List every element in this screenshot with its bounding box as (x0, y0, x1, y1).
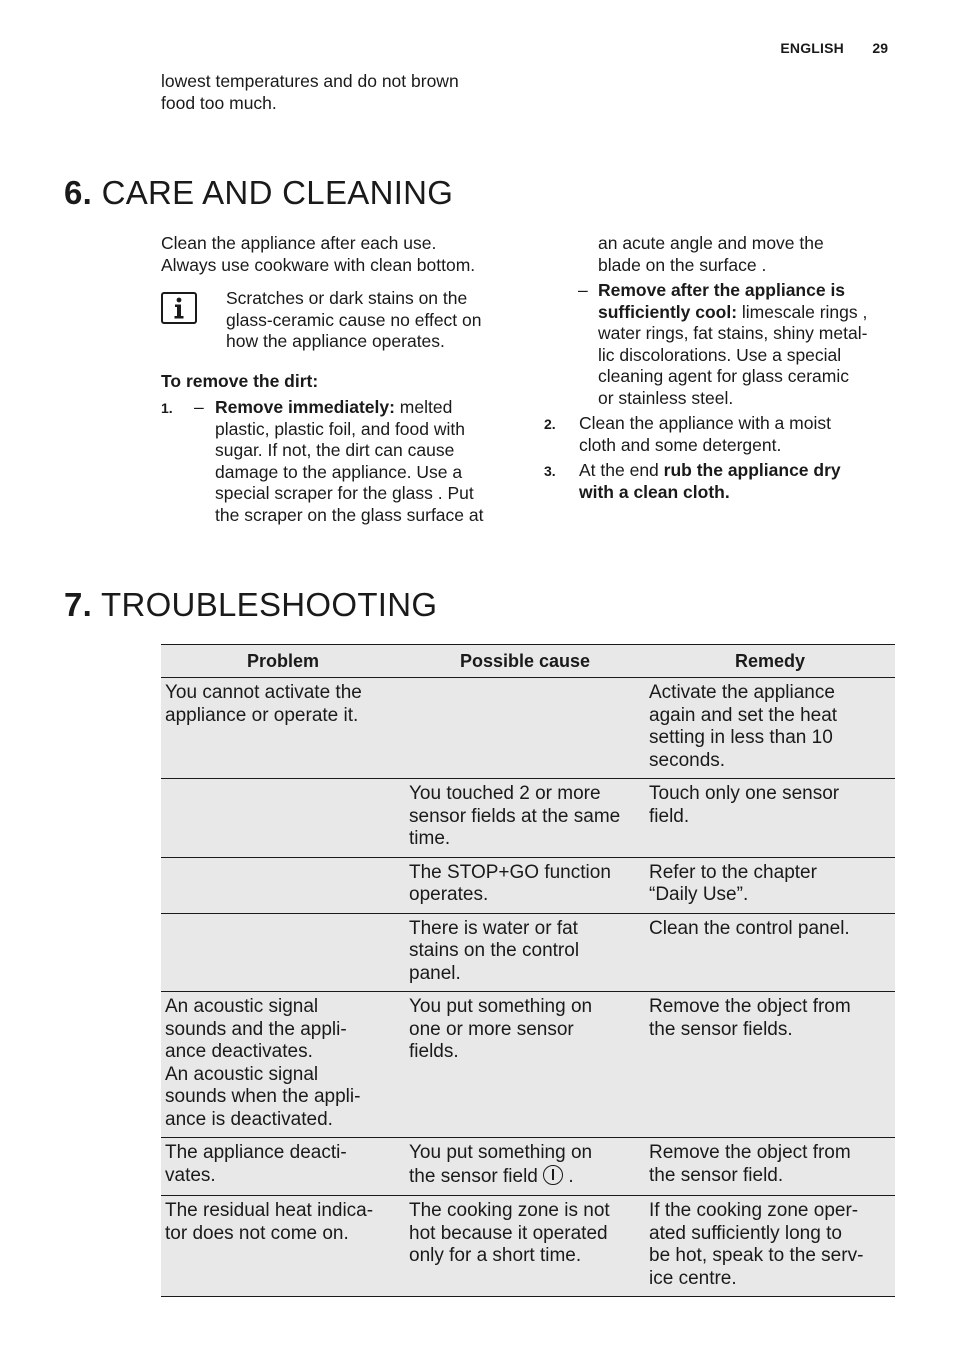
cell-text: If the cooking zone oper- (649, 1200, 859, 1221)
cell-text: ance is deactivated. (165, 1108, 333, 1130)
cell-text: sounds and the appli- (165, 1018, 347, 1040)
cell-text: Remove the object from (649, 1142, 851, 1163)
step-1-line: sugar. If not, the dirt can cause (215, 440, 455, 460)
intro-line: food too much. (161, 92, 277, 113)
cell-line (165, 1019, 401, 1042)
cell-text: operates. (409, 884, 489, 905)
step-2-line: cloth and some detergent. (579, 434, 782, 455)
step-1-bold: Remove immediately: (215, 397, 395, 417)
table-body (161, 678, 895, 1297)
cell-text: You touched 2 or more (409, 783, 601, 804)
cell-text: The cooking zone is not (409, 1200, 610, 1221)
cell-line (409, 1041, 641, 1064)
care-intro-line: Clean the appliance after each use. (161, 233, 437, 253)
cell-line (165, 705, 401, 728)
table-row (161, 913, 895, 992)
cell-line (409, 862, 641, 885)
table-row (161, 857, 895, 913)
info-note-line: Scratches or dark stains on the (226, 288, 468, 308)
step-1-line: the scraper on the glass surface at (215, 504, 484, 525)
cell-line (409, 1142, 641, 1165)
table-row (161, 779, 895, 858)
cell-line (649, 1223, 891, 1246)
cell-text: The residual heat indica- (165, 1200, 374, 1221)
column-header-remedy: Remedy (645, 645, 895, 678)
cell-text: An acoustic signal (165, 996, 319, 1017)
cell-line (649, 884, 891, 907)
cell-cause (405, 992, 645, 1138)
cell-remedy (645, 678, 895, 779)
cell-line (165, 1041, 401, 1064)
cell-line (649, 1142, 891, 1165)
cell-remedy (645, 1138, 895, 1196)
step-1b-dash: – (578, 280, 588, 300)
column-header-cause: Possible cause (405, 645, 645, 678)
cell-text: hot because it operated (409, 1222, 608, 1244)
troubleshooting-heading (64, 586, 437, 624)
cell-line (649, 1019, 891, 1042)
cell-problem (161, 779, 405, 858)
step-3-text (579, 460, 841, 503)
cell-line (409, 1200, 641, 1223)
step-1b-line: lic discolorations. Use a special (598, 344, 842, 365)
troubleshooting-table (161, 644, 895, 1297)
cell-text: fields. (409, 1041, 459, 1062)
step-1-number: 1. (161, 400, 173, 416)
cell-line (165, 1200, 401, 1223)
cell-line (649, 783, 891, 806)
cell-remedy (645, 779, 895, 858)
cell-text: Touch only one sensor (649, 783, 840, 804)
cell-problem (161, 678, 405, 779)
cell-line (649, 705, 891, 728)
cell-remedy (645, 857, 895, 913)
step-1b-line: limescale rings , (737, 301, 868, 322)
cell-text: only for a short time. (409, 1245, 582, 1266)
cell-line (409, 806, 641, 829)
cell-text: the sensor field (409, 1165, 538, 1187)
cell-line (165, 1086, 401, 1109)
step-1-line: an acute angle and move the (598, 233, 824, 253)
care-intro-line: Always use cookware with clean bottom. (161, 254, 476, 275)
cell-line (165, 1165, 401, 1188)
step-2-number: 2. (544, 416, 556, 432)
header-language: ENGLISH (780, 40, 844, 56)
cell-cause (405, 678, 645, 779)
cell-text: Activate the appliance (649, 682, 835, 703)
cell-text: . (563, 1165, 574, 1187)
cell-line (409, 1245, 641, 1268)
cell-cause (405, 1138, 645, 1196)
cell-text: setting in less than 10 (649, 727, 833, 748)
cell-text: be hot, speak to the serv- (649, 1245, 864, 1266)
cell-line (165, 1142, 401, 1165)
cell-text: Clean the control panel. (649, 917, 850, 939)
step-1b-bold: sufficiently cool: (598, 301, 738, 322)
cell-text: There is water or fat (409, 917, 578, 939)
cell-cause (405, 1196, 645, 1297)
cell-line (409, 1165, 641, 1189)
cell-problem (161, 1196, 405, 1297)
care-heading (64, 174, 453, 212)
table-row (161, 992, 895, 1138)
info-note (226, 288, 482, 353)
cell-text: An acoustic signal (165, 1063, 319, 1085)
step-1b-text (598, 280, 867, 409)
cell-cause (405, 913, 645, 992)
step-1b-line: water rings, fat stains, shiny metal- (598, 323, 868, 343)
step-1-text (215, 397, 483, 526)
table-row (161, 1196, 895, 1297)
cell-line (165, 1109, 401, 1132)
cell-remedy (645, 992, 895, 1138)
step-3-bold: rub the appliance dry (663, 460, 841, 480)
cell-line (165, 996, 401, 1019)
cell-line (165, 682, 401, 705)
cell-text: “Daily Use”. (649, 884, 749, 905)
intro-text (161, 71, 459, 114)
info-icon (161, 292, 197, 324)
cell-text: again and set the heat (649, 704, 838, 726)
cell-text: You put something on (409, 996, 593, 1017)
cell-text: Refer to the chapter (649, 861, 817, 883)
cell-line (409, 828, 641, 851)
care-intro-paragraph (161, 233, 475, 276)
cell-text: the sensor field. (649, 1164, 784, 1186)
cell-text: Remove the object from (649, 996, 851, 1017)
cell-text: one or more sensor (409, 1018, 574, 1040)
cell-line (649, 1268, 891, 1291)
table-row (161, 678, 895, 779)
cell-problem (161, 913, 405, 992)
step-1b-line: or stainless steel. (598, 387, 734, 408)
info-note-line: glass-ceramic cause no effect on (226, 309, 482, 330)
step-3-bold: with a clean cloth. (579, 481, 730, 502)
cell-line (409, 783, 641, 806)
cell-text: appliance or operate it. (165, 704, 359, 726)
cell-line (649, 750, 891, 773)
step-3-number: 3. (544, 463, 556, 479)
cell-problem (161, 857, 405, 913)
cell-line (165, 1064, 401, 1087)
care-heading-number: 6. (64, 174, 93, 211)
cell-problem (161, 992, 405, 1138)
step-1-line: plastic, plastic foil, and food with (215, 418, 465, 439)
cell-line (649, 918, 891, 941)
cell-line (649, 996, 891, 1019)
cell-line (409, 918, 641, 941)
cell-remedy (645, 913, 895, 992)
step-1b-line: cleaning agent for glass ceramic (598, 366, 849, 386)
step-1-dash: – (194, 397, 204, 417)
step-1-line: blade on the surface . (598, 254, 767, 275)
cell-text: ice centre. (649, 1267, 737, 1289)
page-number: 29 (872, 40, 888, 56)
cell-text: stains on the control (409, 940, 580, 961)
cell-line (409, 963, 641, 986)
cell-cause (405, 857, 645, 913)
step-1-line: melted (394, 397, 453, 417)
step-2-text (579, 413, 831, 456)
step-3-line: At the end (579, 460, 664, 480)
cell-text: ated sufficiently long to (649, 1222, 842, 1244)
cell-text: vates. (165, 1164, 216, 1186)
cell-text: tor does not come on. (165, 1222, 349, 1244)
cell-remedy (645, 1196, 895, 1297)
cell-text: The STOP+GO function (409, 861, 611, 883)
cell-text: sensor fields at the same (409, 805, 621, 827)
cell-text: The appliance deacti- (165, 1142, 347, 1163)
cell-text: field. (649, 805, 690, 827)
intro-line: lowest temperatures and do not brown (161, 71, 459, 91)
step-2-line: Clean the appliance with a moist (579, 413, 831, 433)
cell-text: time. (409, 828, 451, 849)
cell-line (649, 682, 891, 705)
step-1b-bold: Remove after the appliance is (598, 280, 846, 300)
cell-line (649, 1165, 891, 1188)
info-note-line: how the appliance operates. (226, 331, 445, 351)
cell-line (649, 862, 891, 885)
cell-problem (161, 1138, 405, 1196)
step-1-line: damage to the appliance. Use a (215, 461, 463, 482)
cell-text: the sensor fields. (649, 1018, 793, 1040)
cell-text: sounds when the appli- (165, 1086, 361, 1107)
cell-text: You put something on (409, 1142, 593, 1163)
cell-text: You cannot activate the (165, 682, 362, 703)
cell-text: seconds. (649, 749, 726, 771)
cell-line (409, 1223, 641, 1246)
cell-line (649, 1200, 891, 1223)
cell-text: panel. (409, 962, 461, 984)
cell-line (165, 1223, 401, 1246)
cell-line (649, 727, 891, 750)
table-header-row (161, 645, 895, 678)
cell-line (409, 1019, 641, 1042)
cell-line (409, 996, 641, 1019)
cell-text: ance deactivates. (165, 1041, 313, 1062)
on-off-sensor-icon (543, 1165, 563, 1185)
cell-line (409, 884, 641, 907)
troubleshooting-heading-number: 7. (64, 586, 93, 623)
care-heading-title: CARE AND CLEANING (101, 174, 454, 211)
step-1-continued (598, 233, 824, 276)
remove-dirt-subheading: To remove the dirt: (161, 371, 319, 391)
column-header-problem: Problem (161, 645, 405, 678)
cell-line (409, 940, 641, 963)
cell-line (649, 1245, 891, 1268)
cell-line (649, 806, 891, 829)
step-1-line: special scraper for the glass . Put (215, 483, 474, 503)
table-row (161, 1138, 895, 1196)
troubleshooting-heading-title: TROUBLESHOOTING (101, 586, 438, 623)
cell-cause (405, 779, 645, 858)
